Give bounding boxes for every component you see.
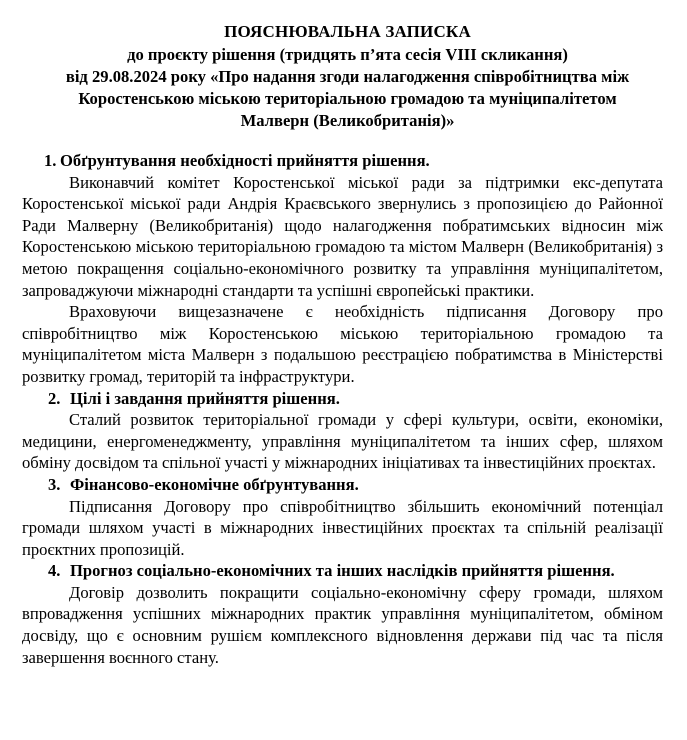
- section-number: 2.: [48, 388, 61, 408]
- document-header: [32, 20, 663, 132]
- paragraph: Підписання Договору про співробітництво збільшить економічний потенціал громади шляхом участі в міжнародних інвестиційних проєктах та спільній реалізації проєктних пропозицій.: [22, 496, 663, 559]
- document-title: ПОЯСНЮВАЛЬНА ЗАПИСКА: [224, 22, 471, 41]
- section-heading-text: Обґрунтування необхідності прийняття рішення.: [60, 151, 430, 170]
- paragraph: Сталий розвиток територіальної громади у сфері культури, освіти, економіки, медицини, енергоменеджменту, управління муніципалітетом та інших сфер, шляхом обміну досвідом та спільної участі у міжнародних ініціативах та інвестиційних проєктах.: [22, 410, 663, 473]
- paragraph: Договір дозволить покращити соціально-економічну сферу громади, шляхом впровадження успішних міжнародних практик управління муніципалітетом, обміном досвіду, що є основним рушієм комплексного відновлення держави під час та після завершення воєнного стану.: [22, 582, 663, 667]
- section-heading-text: Цілі і завдання прийняття рішення.: [70, 388, 340, 408]
- header-line-2: до проєкту рішення (тридцять п’ята сесія VIII скликання): [127, 45, 568, 64]
- paragraph: Виконавчий комітет Коростенської міської ради за підтримки екс-депутата Коростенської міської ради Андрія Краєвського звернулись з пропозицією до Районної Ради Малверну (Великобританія) щодо налагодження побратимських відносин між Коростенською міською територіальною громадою та містом Малверн (Великобританія) з метою покращення соціально-економічного розвитку та управління муніципалітетом, запроваджуючи міжнародні стандарти та успішні європейські практики.: [22, 172, 663, 300]
- header-line-3: від 29.08.2024 року «Про надання згоди налагодження співробітництва між: [65, 67, 630, 86]
- paragraph: Враховуючи вищезазначене є необхідність підписання Договору про співробітництво між Коростенською міською територіальною громадою та муніципалітетом міста Малверн з подальшою реєстрацією побратимства в Міністерстві розвитку громад, територій та інфраструктури.: [22, 302, 663, 386]
- section-1: [22, 150, 663, 388]
- section-heading: [22, 560, 663, 582]
- section-2: [22, 388, 663, 474]
- section-3: [22, 474, 663, 560]
- section-number: 3.: [48, 474, 61, 494]
- section-heading: [22, 474, 663, 496]
- section-4: [22, 560, 663, 668]
- section-number: 4.: [48, 561, 61, 581]
- section-heading-text: Фінансово-економічне обґрунтування.: [70, 474, 359, 494]
- section-heading: [22, 150, 663, 172]
- section-number: 1.: [44, 151, 57, 170]
- section-heading-text: Прогноз соціально-економічних та інших наслідків прийняття рішення.: [70, 561, 615, 581]
- section-heading: [22, 388, 663, 410]
- header-line-4: Коростенською міською територіальною громадою та муніципалітетом: [78, 89, 617, 108]
- header-line-5: Малверн (Великобританія)»: [240, 111, 455, 130]
